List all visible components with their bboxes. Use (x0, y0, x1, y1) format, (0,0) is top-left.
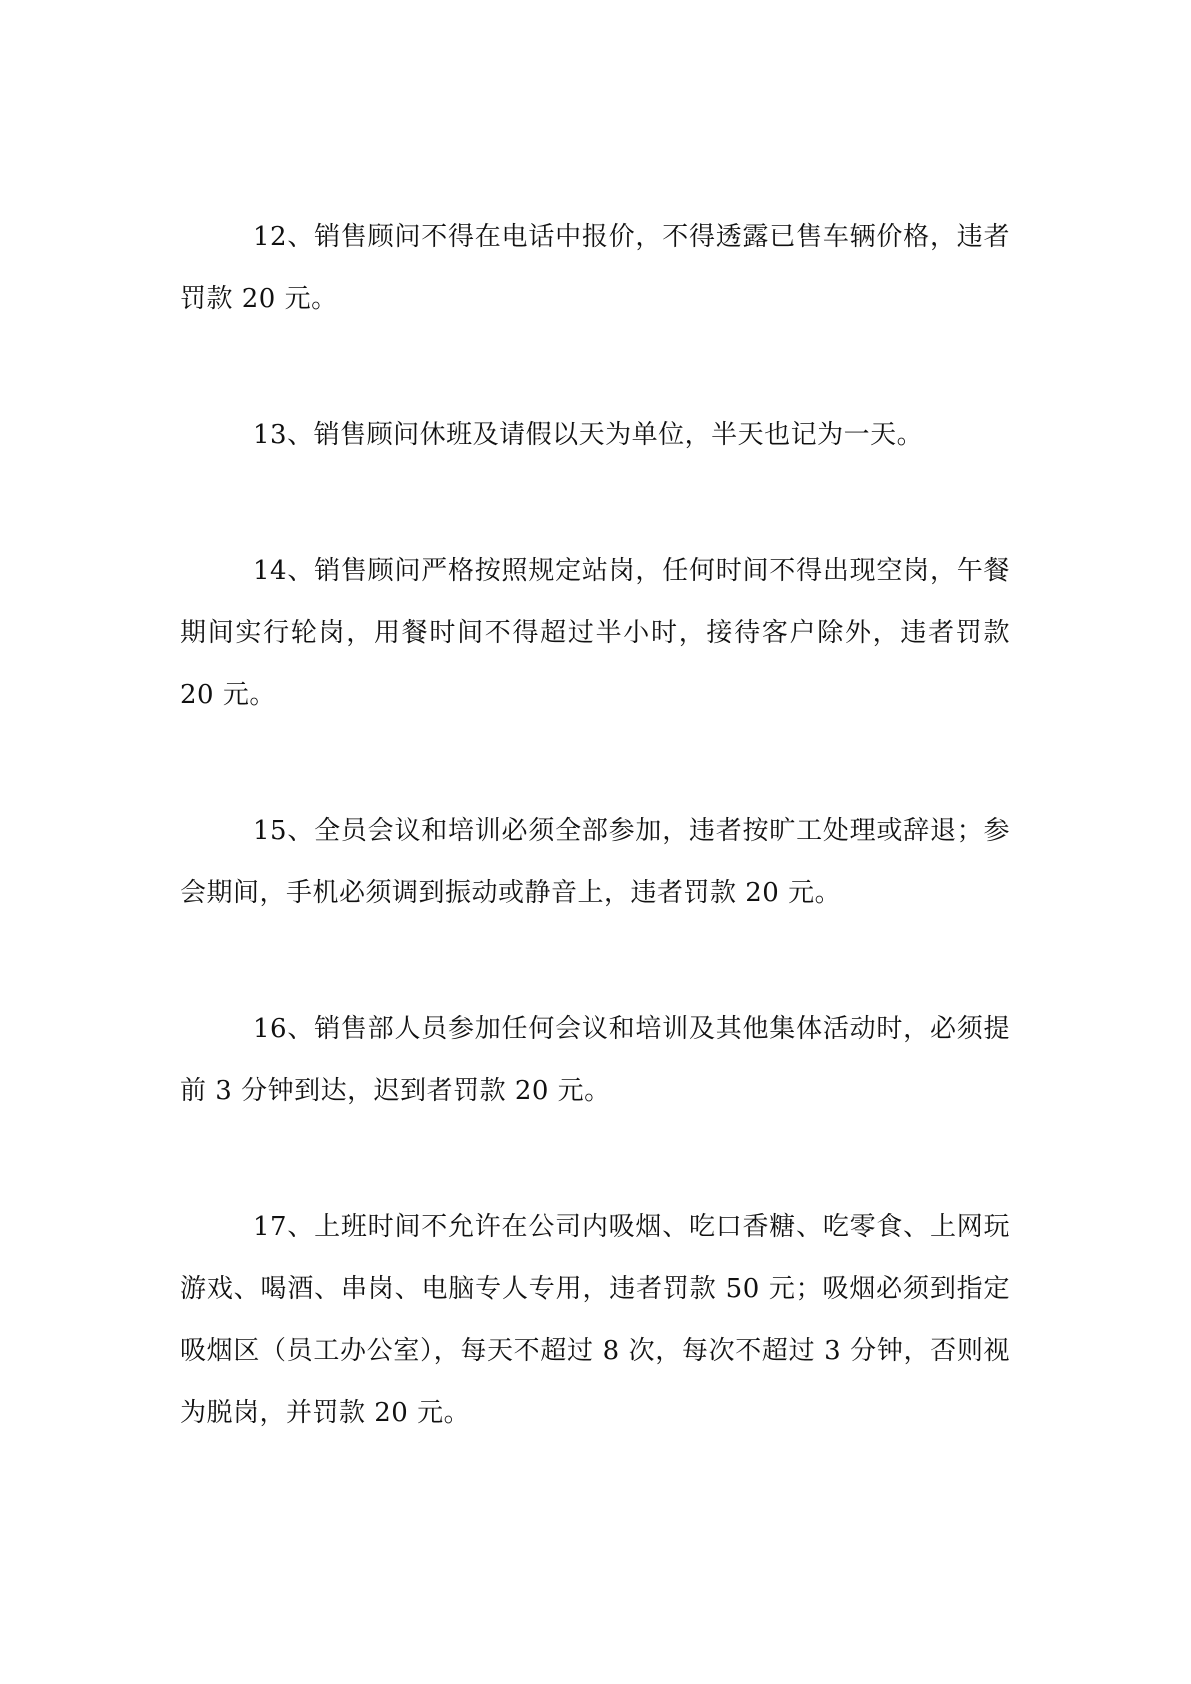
rule-paragraph-15: 15、全员会议和培训必须全部参加，违者按旷工处理或辞退；参会期间，手机必须调到振动或静音上，违者罚款 20 元。 (180, 816, 1010, 908)
rule-paragraph-17: 17、上班时间不允许在公司内吸烟、吃口香糖、吃零食、上网玩游戏、喝酒、串岗、电脑专人专用，违者罚款 50 元；吸烟必须到指定吸烟区（员工办公室），每天不超过 8 次，每次不超过 3 分钟，否则视为脱岗，并罚款 20 元。 (180, 1212, 1010, 1428)
rule-paragraph-16: 16、销售部人员参加任何会议和培训及其他集体活动时，必须提前 3 分钟到达，迟到者罚款 20 元。 (180, 1014, 1010, 1106)
rule-paragraph-12: 12、销售顾问不得在电话中报价，不得透露已售车辆价格，违者罚款 20 元。 (180, 222, 1010, 314)
rule-paragraph-14: 14、销售顾问严格按照规定站岗，任何时间不得出现空岗，午餐期间实行轮岗，用餐时间不得超过半小时，接待客户除外，违者罚款 20 元。 (180, 556, 1010, 710)
rule-paragraph-13: 13、销售顾问休班及请假以天为单位，半天也记为一天。 (253, 420, 924, 450)
document-body (180, 206, 1010, 1444)
